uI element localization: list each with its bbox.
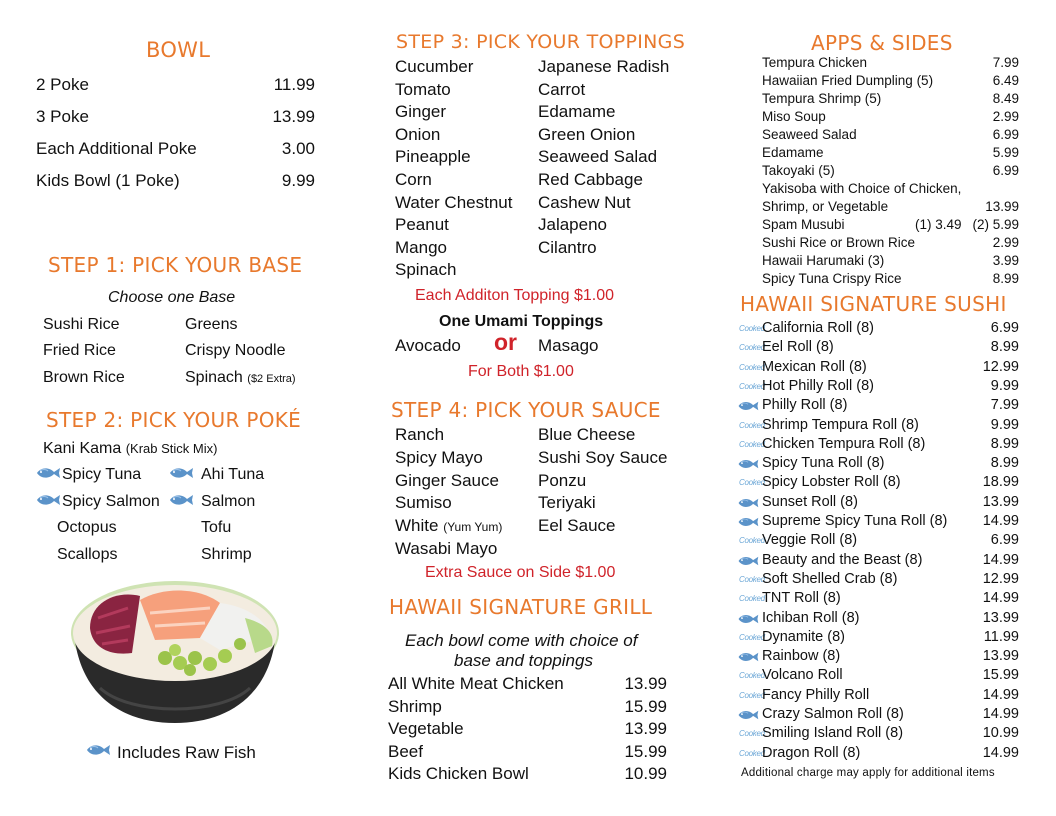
umami-title: One Umami Toppings	[439, 313, 604, 330]
bowl-item-price: 13.99	[272, 107, 315, 126]
spinach-note: ($2 Extra)	[247, 373, 296, 385]
step1-heading: STEP 1: PICK YOUR BASE	[48, 253, 303, 277]
sushi-item-price: 8.99	[990, 339, 1019, 356]
grill-note: Each bowl come with choice of	[405, 631, 638, 650]
kani-label: Kani Kama	[43, 440, 122, 457]
sushi-item-name: Mexican Roll (8)	[762, 358, 867, 375]
sushi-item-name: Ichiban Roll (8)	[762, 609, 860, 626]
fish-icon	[167, 465, 195, 481]
topping-option: Corn	[395, 170, 432, 189]
sushi-item-price: 14.99	[982, 590, 1019, 607]
apps-item-price: 6.49	[992, 73, 1019, 88]
sushi-item-name: Soft Shelled Crab (8)	[762, 570, 898, 587]
fish-icon	[736, 496, 760, 510]
topping-option: Seaweed Salad	[538, 147, 658, 167]
sushi-item-name: Smiling Island Roll (8)	[762, 725, 904, 742]
apps-item-name: Tempura Chicken	[762, 55, 868, 70]
topping-option: Green Onion	[538, 124, 636, 144]
fish-icon	[736, 399, 760, 413]
sushi-footer: Additional charge may apply for additional items	[741, 767, 995, 779]
sushi-item-name: Dynamite (8)	[762, 628, 845, 645]
apps-item-price: 7.99	[992, 55, 1019, 70]
bowl-item-price: 11.99	[273, 75, 315, 94]
topping-option: Edamame	[538, 102, 616, 122]
topping-option: Onion	[395, 124, 441, 144]
poke-option: Salmon	[201, 493, 256, 510]
grill-item-name: All White Meat Chicken	[388, 674, 564, 693]
poke-option: Shrimp	[201, 546, 252, 563]
fish-icon	[84, 742, 112, 758]
cooked-icon: Cooked	[739, 671, 765, 681]
sushi-item-name: Shrimp Tempura Roll (8)	[762, 416, 919, 433]
topping-option: Water Chestnut	[395, 192, 513, 212]
cooked-icon: Cooked	[739, 478, 765, 488]
topping-option: Cucumber	[395, 57, 474, 76]
sushi-item-price: 14.99	[982, 686, 1019, 703]
apps-item-price: (2) 5.99	[972, 217, 1019, 232]
sushi-item-name: Philly Roll (8)	[762, 397, 848, 414]
topping-option: Cashew Nut	[538, 192, 631, 212]
sushi-item-price: 8.99	[990, 455, 1019, 472]
grill-item-price: 13.99	[624, 674, 667, 693]
apps-item-name: Hawaii Harumaki (3)	[762, 253, 885, 268]
apps-item-name: Spicy Tuna Crispy Rice	[762, 271, 902, 286]
sushi-item-price: 14.99	[982, 744, 1019, 761]
apps-item-price-small: (1) 3.49	[915, 217, 962, 232]
poke-option: Octopus	[57, 519, 117, 536]
fish-icon	[167, 492, 195, 508]
grill-item-name: Kids Chicken Bowl	[388, 764, 529, 784]
step4-heading: STEP 4: PICK YOUR SAUCE	[391, 398, 661, 422]
topping-option: Mango	[395, 237, 447, 257]
umami-or: or	[494, 329, 517, 355]
cooked-icon: Cooked	[739, 536, 765, 546]
sushi-item-name: Sunset Roll (8)	[762, 493, 858, 510]
sushi-item-price: 18.99	[982, 474, 1019, 491]
apps-item-price: 6.99	[992, 163, 1019, 178]
sauce-option: Ranch	[395, 425, 445, 444]
cooked-icon: Cooked	[739, 748, 765, 758]
sushi-item-name: Beauty and the Beast (8)	[762, 551, 923, 568]
apps-item-name: Edamame	[762, 145, 824, 160]
fish-icon	[736, 650, 760, 664]
sushi-item-name: Rainbow (8)	[762, 648, 841, 665]
grill-item-price: 15.99	[624, 696, 667, 716]
sauce-option: Sushi Soy Sauce	[538, 448, 668, 467]
apps-item-name: Seaweed Salad	[762, 127, 857, 142]
base-option-label: Spinach	[185, 369, 243, 386]
apps-item-price: 2.99	[992, 235, 1019, 250]
topping-option: Red Cabbage	[538, 170, 643, 189]
topping-option: Japanese Radish	[538, 57, 670, 76]
grill-item-name: Beef	[388, 741, 423, 761]
sushi-item-price: 14.99	[982, 706, 1019, 722]
sauce-option: Ginger Sauce	[395, 471, 499, 490]
both-note: For Both $1.00	[468, 363, 574, 380]
cooked-icon: Cooked	[739, 362, 765, 372]
cooked-icon: Cooked	[739, 381, 765, 391]
base-option: Fried Rice	[43, 342, 116, 359]
apps-item-price: 13.99	[985, 199, 1019, 214]
grill-item-name: Vegetable	[388, 719, 464, 739]
grill-item-name: Shrimp	[388, 696, 442, 716]
fish-icon	[736, 515, 760, 529]
sushi-item-name: Spicy Tuna Roll (8)	[762, 455, 885, 472]
sauce-option: Sumiso	[395, 493, 452, 512]
poke-option: Spicy Salmon	[62, 493, 160, 510]
sushi-item-name: Hot Philly Roll (8)	[762, 377, 874, 394]
sauce-option-label: White	[395, 516, 439, 535]
sushi-item-price: 12.99	[982, 358, 1019, 375]
cooked-icon: Cooked	[739, 574, 765, 584]
grill-item-price: 13.99	[624, 719, 667, 739]
poke-option: Ahi Tuna	[201, 466, 265, 483]
topping-option: Jalapeno	[538, 215, 608, 235]
fish-icon	[736, 708, 760, 722]
poke-bowl-image	[70, 578, 280, 728]
topping-option: Ginger	[395, 102, 447, 122]
sushi-item-name: Fancy Philly Roll	[762, 686, 870, 703]
apps-item-name: Sushi Rice or Brown Rice	[762, 235, 916, 250]
sushi-item-name: California Roll (8)	[762, 320, 875, 336]
sauce-option: Eel Sauce	[538, 516, 616, 535]
sushi-item-price: 13.99	[982, 609, 1019, 626]
cooked-icon: Cooked	[739, 729, 765, 739]
topping-option: Spinach	[395, 260, 457, 280]
extra-topping-note: Each Additon Topping $1.00	[415, 287, 614, 304]
sushi-heading: HAWAII SIGNATURE SUSHI	[740, 292, 1007, 316]
umami-option: Masago	[538, 336, 599, 355]
sushi-item-name: Volcano Roll	[762, 667, 843, 684]
grill-item-price: 10.99	[624, 764, 667, 784]
sauce-option: Ponzu	[538, 471, 587, 490]
sauce-option: Blue Cheese	[538, 425, 636, 444]
grill-item-price: 15.99	[624, 741, 667, 761]
sushi-item-name: Dragon Roll (8)	[762, 744, 861, 761]
poke-option: Spicy Tuna	[62, 466, 142, 483]
apps-item-price: 2.99	[992, 109, 1019, 124]
sushi-item-price: 11.99	[983, 628, 1019, 645]
umami-option: Avocado	[395, 336, 461, 355]
cooked-icon: Cooked	[739, 594, 765, 604]
apps-item-price: 3.99	[992, 253, 1019, 268]
sushi-item-price: 6.99	[990, 320, 1019, 336]
topping-option: Carrot	[538, 79, 586, 99]
bowl-item-name: Each Additional Poke	[36, 139, 197, 158]
cooked-icon: Cooked	[739, 632, 765, 642]
base-option: Greens	[185, 316, 238, 333]
fish-icon	[736, 554, 760, 568]
sushi-item-price: 6.99	[990, 532, 1019, 549]
fish-icon	[34, 492, 62, 508]
sauce-option: Teriyaki	[538, 493, 596, 512]
cooked-icon: Cooked	[739, 439, 765, 449]
bowl-item-price: 3.00	[281, 139, 315, 158]
fish-icon	[34, 465, 62, 481]
sushi-item-price: 9.99	[990, 377, 1019, 394]
bowl-item-name: 2 Poke	[36, 75, 89, 94]
white-sauce-note: (Yum Yum)	[443, 520, 503, 534]
apps-item-name: Yakisoba with Choice of Chicken,	[762, 181, 962, 196]
fish-icon	[736, 612, 760, 626]
apps-item-price: 8.49	[992, 91, 1019, 106]
kani-note: (Krab Stick Mix)	[125, 441, 218, 456]
sushi-item-price: 10.99	[982, 725, 1019, 742]
apps-heading: APPS & SIDES	[811, 31, 953, 55]
poke-option: Tofu	[201, 519, 232, 536]
sushi-item-price: 9.99	[990, 416, 1019, 433]
apps-item-name: Tempura Shrimp (5)	[762, 91, 882, 106]
bowl-item-name: 3 Poke	[36, 107, 89, 126]
apps-item-name: Spam Musubi	[762, 217, 845, 232]
raw-fish-legend: Includes Raw Fish	[117, 743, 256, 762]
sushi-item-name: Veggie Roll (8)	[762, 532, 858, 549]
sushi-item-price: 7.99	[990, 397, 1019, 414]
sushi-item-price: 13.99	[982, 493, 1019, 510]
step3-heading: STEP 3: PICK YOUR TOPPINGS	[396, 31, 686, 53]
sushi-item-name: Eel Roll (8)	[762, 339, 834, 356]
apps-item-name: Miso Soup	[762, 109, 826, 124]
sushi-item-price: 15.99	[982, 667, 1019, 684]
apps-item-price: 8.99	[992, 271, 1019, 286]
sushi-item-name: Supreme Spicy Tuna Roll (8)	[762, 513, 948, 529]
apps-item-name: Shrimp, or Vegetable	[762, 199, 889, 214]
step2-heading: STEP 2: PICK YOUR POKÉ	[46, 408, 302, 432]
sushi-item-name: TNT Roll (8)	[762, 590, 841, 607]
grill-heading: HAWAII SIGNATURE GRILL	[389, 595, 653, 619]
bowl-item-price: 9.99	[281, 171, 315, 190]
base-option: Brown Rice	[43, 369, 125, 386]
kani-kama	[43, 440, 217, 458]
topping-option: Cilantro	[538, 237, 597, 257]
cooked-icon: Cooked	[739, 420, 765, 430]
sauce-option: Wasabi Mayo	[395, 539, 498, 558]
topping-option: Peanut	[395, 215, 449, 235]
cooked-icon: Cooked	[739, 690, 765, 700]
topping-option: Tomato	[395, 79, 451, 99]
fish-icon	[736, 457, 760, 471]
poke-option: Scallops	[57, 546, 118, 563]
base-option	[185, 369, 296, 387]
base-option: Sushi Rice	[43, 316, 120, 333]
sauce-option: Spicy Mayo	[395, 448, 483, 467]
apps-item-name: Takoyaki (5)	[762, 163, 835, 178]
cooked-icon: Cooked	[739, 343, 765, 353]
sushi-item-name: Spicy Lobster Roll (8)	[762, 474, 901, 491]
cooked-icon: Cooked	[739, 324, 765, 333]
sauce-option	[395, 516, 502, 536]
base-option: Crispy Noodle	[185, 342, 286, 359]
apps-item-price: 5.99	[992, 145, 1019, 160]
extra-sauce-note: Extra Sauce on Side $1.00	[425, 564, 616, 581]
bowl-heading: BOWL	[146, 38, 211, 62]
grill-note: base and toppings	[454, 651, 593, 670]
bowl-item-name: Kids Bowl (1 Poke)	[36, 171, 180, 190]
sushi-item-price: 13.99	[982, 648, 1019, 665]
apps-item-name: Hawaiian Fried Dumpling (5)	[762, 73, 934, 88]
sushi-item-name: Crazy Salmon Roll (8)	[762, 706, 904, 722]
sushi-item-price: 12.99	[982, 570, 1019, 587]
sushi-item-name: Chicken Tempura Roll (8)	[762, 435, 926, 452]
sushi-item-price: 14.99	[982, 513, 1019, 529]
step1-subtitle: Choose one Base	[108, 289, 236, 306]
apps-item-price: 6.99	[992, 127, 1019, 142]
sushi-item-price: 8.99	[990, 435, 1019, 452]
topping-option: Pineapple	[395, 147, 471, 167]
sushi-item-price: 14.99	[982, 551, 1019, 568]
